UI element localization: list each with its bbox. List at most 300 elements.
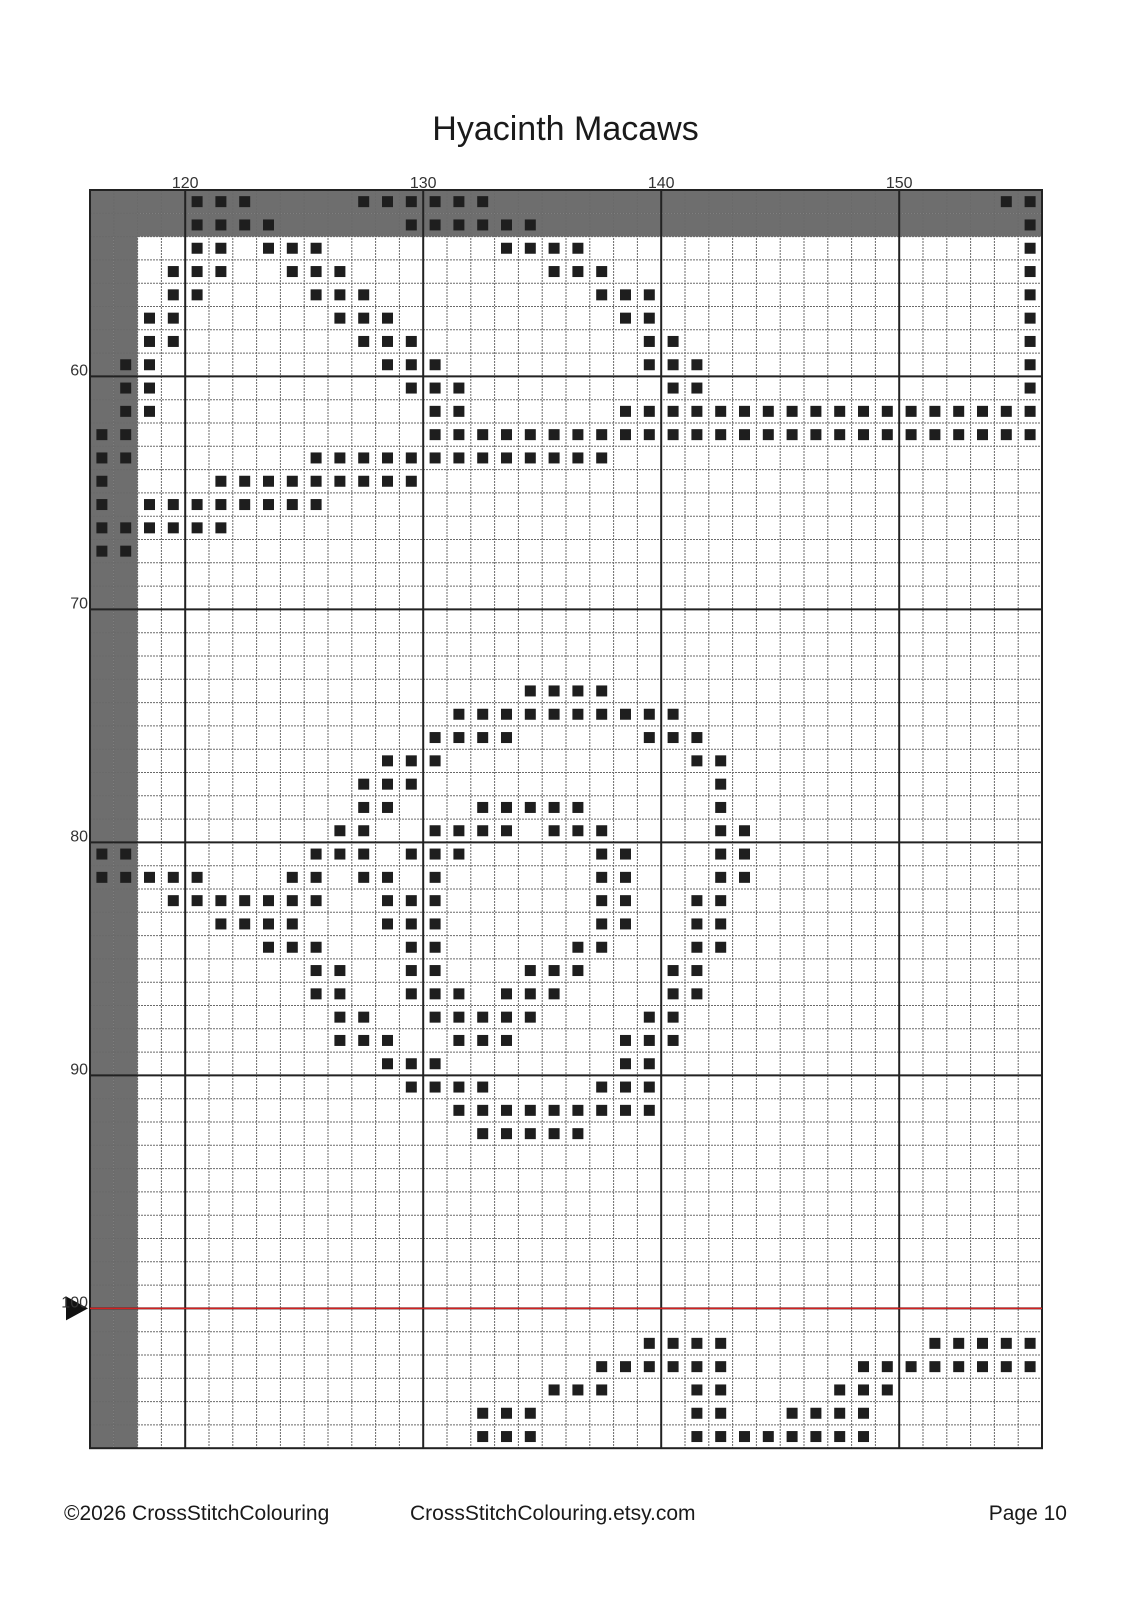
stitch-mark [668, 732, 679, 743]
stitch-mark [168, 336, 179, 347]
stitch-mark [572, 965, 583, 976]
stitch-mark [406, 196, 417, 207]
column-tick-label: 120 [171, 175, 199, 192]
column-tick-label: 150 [885, 175, 913, 192]
stitch-mark [501, 1035, 512, 1046]
stitch-mark [430, 452, 441, 463]
stitch-mark [691, 359, 702, 370]
stitch-mark [572, 243, 583, 254]
stitch-mark [453, 1012, 464, 1023]
stitch-mark [596, 289, 607, 300]
stitch-mark [430, 965, 441, 976]
stitch-mark [644, 1105, 655, 1116]
stitch-mark [644, 1035, 655, 1046]
stitch-mark [406, 755, 417, 766]
stitch-mark [120, 522, 131, 533]
stitch-mark [858, 1408, 869, 1419]
stitch-mark [168, 289, 179, 300]
stitch-mark [715, 872, 726, 883]
stitch-mark [715, 755, 726, 766]
stitch-mark [382, 918, 393, 929]
stitch-mark [239, 895, 250, 906]
stitch-mark [334, 313, 345, 324]
stitch-mark [311, 476, 322, 487]
website-link[interactable]: CrossStitchColouring.etsy.com [410, 1502, 696, 1525]
stitch-mark [477, 1082, 488, 1093]
stitch-mark [358, 802, 369, 813]
stitch-mark [691, 895, 702, 906]
stitch-mark [334, 289, 345, 300]
stitch-mark [430, 895, 441, 906]
stitch-mark [549, 243, 560, 254]
stitch-mark [382, 779, 393, 790]
stitch-mark [929, 1338, 940, 1349]
stitch-mark [953, 1361, 964, 1372]
stitch-mark [215, 522, 226, 533]
stitch-mark [644, 1058, 655, 1069]
stitch-mark [787, 429, 798, 440]
stitch-mark [525, 709, 536, 720]
stitch-mark [311, 895, 322, 906]
stitch-mark [953, 429, 964, 440]
stitch-mark [120, 872, 131, 883]
stitch-mark [620, 918, 631, 929]
stitch-mark [596, 918, 607, 929]
stitch-mark [549, 1128, 560, 1139]
stitch-mark [501, 709, 512, 720]
stitch-mark [406, 452, 417, 463]
stitch-mark [263, 942, 274, 953]
stitch-mark [453, 849, 464, 860]
stitch-mark [834, 429, 845, 440]
stitch-mark [192, 196, 203, 207]
stitch-mark [358, 872, 369, 883]
stitch-mark [572, 452, 583, 463]
stitch-mark [715, 895, 726, 906]
stitch-mark [1025, 196, 1036, 207]
stitch-mark [406, 219, 417, 230]
stitch-mark [787, 406, 798, 417]
stitch-mark [477, 825, 488, 836]
stitch-mark [96, 429, 107, 440]
stitch-mark [358, 336, 369, 347]
stitch-mark [453, 1082, 464, 1093]
stitch-mark [644, 406, 655, 417]
stitch-mark [953, 1338, 964, 1349]
stitch-mark [644, 289, 655, 300]
stitch-mark [1001, 1338, 1012, 1349]
stitch-mark [596, 1384, 607, 1395]
stitch-mark [192, 219, 203, 230]
stitch-mark [430, 359, 441, 370]
stitch-mark [334, 452, 345, 463]
stitch-mark [311, 849, 322, 860]
stitch-mark [644, 1361, 655, 1372]
stitch-mark [168, 313, 179, 324]
column-tick-label: 130 [409, 175, 437, 192]
stitch-mark [96, 546, 107, 557]
stitch-mark [144, 313, 155, 324]
stitch-mark [620, 406, 631, 417]
stitch-mark [382, 1035, 393, 1046]
stitch-mark [810, 429, 821, 440]
stitch-mark [715, 802, 726, 813]
stitch-mark [96, 522, 107, 533]
stitch-mark [549, 709, 560, 720]
stitch-mark [810, 406, 821, 417]
stitch-mark [239, 219, 250, 230]
stitch-mark [953, 406, 964, 417]
stitch-mark [239, 918, 250, 929]
stitch-mark [311, 452, 322, 463]
stitch-mark [311, 243, 322, 254]
stitch-mark [1025, 219, 1036, 230]
stitch-mark [977, 1361, 988, 1372]
stitch-mark [668, 406, 679, 417]
stitch-mark [358, 452, 369, 463]
stitch-mark [334, 849, 345, 860]
stitch-mark [620, 313, 631, 324]
stitch-mark [691, 1384, 702, 1395]
stitch-mark [882, 429, 893, 440]
stitch-mark [691, 918, 702, 929]
stitch-mark [739, 1431, 750, 1442]
stitch-mark [120, 452, 131, 463]
stitch-mark [525, 1012, 536, 1023]
stitch-mark [620, 872, 631, 883]
stitch-mark [525, 429, 536, 440]
stitch-mark [858, 1384, 869, 1395]
stitch-mark [501, 1128, 512, 1139]
stitch-mark [382, 872, 393, 883]
stitch-mark [668, 1338, 679, 1349]
stitch-mark [215, 476, 226, 487]
stitch-mark [477, 1128, 488, 1139]
stitch-mark [311, 872, 322, 883]
stitch-mark [691, 1431, 702, 1442]
stitch-mark [144, 406, 155, 417]
stitch-mark [358, 196, 369, 207]
stitch-mark [525, 988, 536, 999]
page-number: Page 10 [988, 1502, 1067, 1525]
stitch-mark [549, 1384, 560, 1395]
stitch-mark [644, 359, 655, 370]
stitch-mark [215, 895, 226, 906]
stitch-mark [549, 988, 560, 999]
stitch-mark [810, 1431, 821, 1442]
stitch-mark [144, 872, 155, 883]
stitch-mark [549, 266, 560, 277]
stitch-mark [596, 942, 607, 953]
stitch-mark [477, 429, 488, 440]
stitch-mark [192, 243, 203, 254]
stitch-mark [691, 1338, 702, 1349]
stitch-mark [668, 709, 679, 720]
stitch-mark [668, 1361, 679, 1372]
stitch-mark [691, 1408, 702, 1419]
stitch-mark [977, 429, 988, 440]
stitch-mark [215, 219, 226, 230]
stitch-mark [501, 1408, 512, 1419]
stitch-mark [382, 452, 393, 463]
stitch-mark [358, 849, 369, 860]
stitch-mark [858, 1361, 869, 1372]
stitch-mark [620, 1082, 631, 1093]
stitch-mark [501, 429, 512, 440]
stitch-mark [596, 849, 607, 860]
stitch-mark [739, 429, 750, 440]
stitch-mark [477, 732, 488, 743]
stitch-mark [501, 243, 512, 254]
stitch-mark [192, 266, 203, 277]
stitch-mark [620, 1058, 631, 1069]
stitch-mark [311, 289, 322, 300]
stitch-mark [406, 918, 417, 929]
stitch-mark [96, 452, 107, 463]
stitch-mark [168, 895, 179, 906]
stitch-mark [668, 359, 679, 370]
stitch-mark [192, 522, 203, 533]
stitch-mark [382, 359, 393, 370]
stitch-mark [1025, 266, 1036, 277]
stitch-mark [691, 755, 702, 766]
stitch-mark [596, 266, 607, 277]
stitch-mark [596, 872, 607, 883]
stitch-mark [691, 732, 702, 743]
stitch-mark [1001, 196, 1012, 207]
stitch-mark [572, 1105, 583, 1116]
stitch-mark [430, 1012, 441, 1023]
stitch-mark [358, 1035, 369, 1046]
stitch-mark [501, 1431, 512, 1442]
stitch-mark [334, 825, 345, 836]
stitch-mark [239, 196, 250, 207]
stitch-mark [572, 266, 583, 277]
stitch-mark [572, 709, 583, 720]
stitch-mark [168, 522, 179, 533]
stitch-mark [549, 802, 560, 813]
stitch-mark [715, 942, 726, 953]
stitch-mark [382, 476, 393, 487]
stitch-mark [287, 476, 298, 487]
stitch-mark [1025, 383, 1036, 394]
stitch-mark [477, 1431, 488, 1442]
stitch-mark [620, 429, 631, 440]
stitch-mark [406, 779, 417, 790]
stitch-mark [239, 499, 250, 510]
stitch-mark [501, 219, 512, 230]
stitch-mark [1025, 313, 1036, 324]
stitch-mark [1001, 1361, 1012, 1372]
stitch-mark [620, 1105, 631, 1116]
stitch-mark [549, 429, 560, 440]
stitch-mark [882, 406, 893, 417]
stitch-mark [668, 1012, 679, 1023]
stitch-mark [691, 942, 702, 953]
stitch-mark [1025, 1361, 1036, 1372]
stitch-mark [525, 1431, 536, 1442]
stitch-mark [430, 918, 441, 929]
stitch-mark [715, 825, 726, 836]
stitch-mark [453, 1035, 464, 1046]
stitch-mark [525, 965, 536, 976]
copyright-text: ©2026 CrossStitchColouring [64, 1502, 330, 1525]
stitch-mark [168, 872, 179, 883]
stitch-mark [430, 406, 441, 417]
stitch-mark [644, 709, 655, 720]
stitch-mark [596, 452, 607, 463]
stitch-mark [453, 406, 464, 417]
stitch-mark [311, 266, 322, 277]
stitch-mark [215, 243, 226, 254]
stitch-mark [644, 732, 655, 743]
stitch-mark [453, 825, 464, 836]
stitch-mark [596, 685, 607, 696]
stitch-mark [620, 895, 631, 906]
stitch-mark [525, 802, 536, 813]
stitch-mark [239, 476, 250, 487]
stitch-mark [882, 1384, 893, 1395]
stitch-mark [501, 452, 512, 463]
stitch-mark [287, 942, 298, 953]
stitch-mark [525, 243, 536, 254]
stitch-mark [215, 266, 226, 277]
stitch-mark [668, 336, 679, 347]
stitch-mark [525, 685, 536, 696]
stitch-mark [644, 1012, 655, 1023]
stitch-mark [858, 1431, 869, 1442]
stitch-mark [406, 895, 417, 906]
stitch-mark [406, 1082, 417, 1093]
row-tick-label: 90 [70, 1061, 88, 1079]
stitch-mark [430, 196, 441, 207]
stitch-mark [525, 452, 536, 463]
stitch-mark [453, 219, 464, 230]
stitch-mark [549, 685, 560, 696]
stitch-mark [620, 849, 631, 860]
stitch-mark [406, 849, 417, 860]
stitch-mark [120, 429, 131, 440]
stitch-mark [96, 476, 107, 487]
stitch-mark [430, 732, 441, 743]
stitch-mark [572, 825, 583, 836]
stitch-mark [596, 1105, 607, 1116]
stitch-mark [929, 429, 940, 440]
stitch-mark [334, 1035, 345, 1046]
stitch-mark [382, 755, 393, 766]
stitch-mark [834, 1431, 845, 1442]
stitch-mark [1025, 1338, 1036, 1349]
stitch-mark [691, 1361, 702, 1372]
stitch-mark [525, 1128, 536, 1139]
stitch-mark [358, 825, 369, 836]
stitch-mark [382, 196, 393, 207]
stitch-mark [549, 825, 560, 836]
stitch-mark [715, 406, 726, 417]
stitch-mark [430, 849, 441, 860]
stitch-mark [858, 406, 869, 417]
stitch-mark [334, 965, 345, 976]
stitch-mark [96, 849, 107, 860]
stitch-mark [406, 942, 417, 953]
stitch-mark [1025, 336, 1036, 347]
stitch-mark [882, 1361, 893, 1372]
stitch-mark [263, 476, 274, 487]
stitch-mark [858, 429, 869, 440]
stitch-mark [668, 429, 679, 440]
stitch-mark [620, 1361, 631, 1372]
stitch-mark [834, 1408, 845, 1419]
stitch-mark [168, 499, 179, 510]
stitch-mark [596, 1082, 607, 1093]
column-tick-label: 140 [647, 175, 675, 192]
stitch-mark [453, 452, 464, 463]
stitch-mark [549, 452, 560, 463]
stitch-mark [977, 1338, 988, 1349]
stitch-mark [453, 1105, 464, 1116]
stitch-mark [501, 1105, 512, 1116]
stitch-mark [430, 1058, 441, 1069]
stitch-mark [715, 918, 726, 929]
stitch-mark [453, 732, 464, 743]
stitch-mark [977, 406, 988, 417]
row-tick-label: 100 [61, 1294, 88, 1312]
stitch-mark [715, 1431, 726, 1442]
stitch-mark [311, 965, 322, 976]
stitch-mark [929, 1361, 940, 1372]
stitch-mark [334, 988, 345, 999]
stitch-mark [430, 988, 441, 999]
stitch-mark [477, 196, 488, 207]
stitch-mark [715, 1338, 726, 1349]
stitch-mark [334, 266, 345, 277]
stitch-mark [453, 709, 464, 720]
stitch-mark [358, 289, 369, 300]
stitch-mark [1025, 429, 1036, 440]
stitch-mark [715, 1408, 726, 1419]
stitch-mark [120, 849, 131, 860]
stitch-mark [525, 219, 536, 230]
stitch-mark [691, 383, 702, 394]
stitch-mark [834, 406, 845, 417]
stitch-mark [406, 988, 417, 999]
stitch-mark [572, 1128, 583, 1139]
row-tick-label: 70 [70, 595, 88, 613]
stitch-mark [358, 779, 369, 790]
stitch-mark [453, 988, 464, 999]
stitch-mark [215, 918, 226, 929]
stitch-mark [120, 406, 131, 417]
stitch-mark [406, 383, 417, 394]
stitch-mark [1025, 243, 1036, 254]
stitch-mark [525, 1105, 536, 1116]
stitch-mark [263, 219, 274, 230]
stitch-mark [1001, 406, 1012, 417]
stitch-mark [715, 779, 726, 790]
stitch-mark [572, 429, 583, 440]
stitch-mark [477, 219, 488, 230]
stitch-mark [334, 476, 345, 487]
stitch-mark [691, 965, 702, 976]
stitch-mark [430, 755, 441, 766]
stitch-mark [477, 1408, 488, 1419]
stitch-mark [453, 383, 464, 394]
stitch-mark [668, 1035, 679, 1046]
stitch-mark [501, 988, 512, 999]
stitch-mark [120, 546, 131, 557]
stitch-mark [668, 965, 679, 976]
stitch-mark [644, 313, 655, 324]
